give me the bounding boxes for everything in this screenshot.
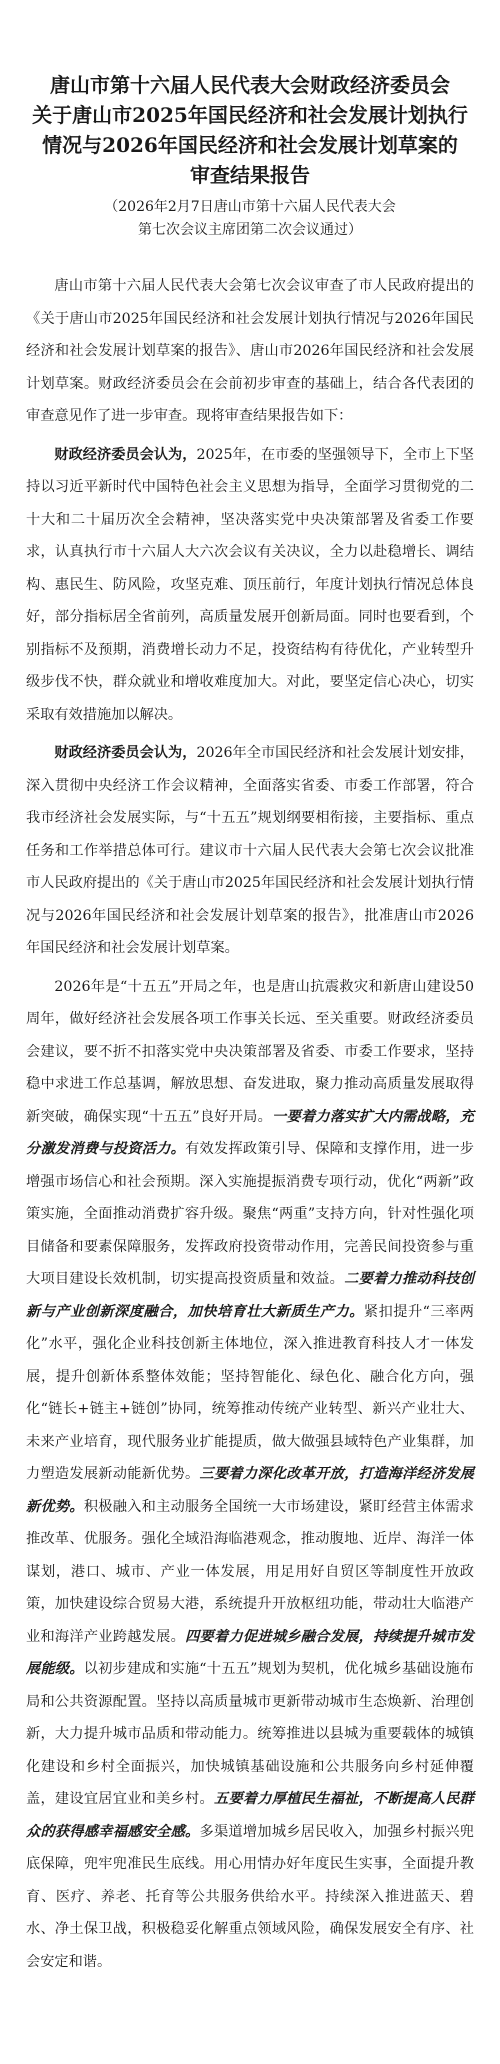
report-body <box>26 270 474 1978</box>
adoption-note-line: （2026年2月7日唐山市第十六届人民代表大会 <box>104 199 396 215</box>
recommendation-5-text: 多渠道增加城乡居民收入，加强乡村振兴兜底保障，兜牢兜准民生底线。用心用情办好年度民生实事，全面提升教育、医疗、养老、托育等公共服务供给水平。持续深入推进蓝天、碧水、净土保卫战，积极稳妥化解重点领域风险，确保发展安全有序、社会安定和谐。 <box>26 1823 474 1970</box>
recommendations-paragraph <box>26 971 474 1979</box>
recommendation-2-text: 紧扣提升“三率两化”水平，强化企业科技创新主体地位，深入推进教育科技人才一体发展，提升创新体系整体效能；坚持智能化、绿色化、融合化方向，强化“链长+链主+链创”协同，统筹推动传统产业转型、新兴产业壮大、未来产业培育，现代服务业扩能提质，做大做强县域特色产业集群，加力塑造发展新动能新优势。 <box>26 1303 474 1482</box>
title-line: 审查结果报告 <box>190 163 310 187</box>
approval-paragraph <box>26 737 474 965</box>
committee-view-lead: 财政经济委员会认为， <box>54 446 197 463</box>
recommendation-5-heading: 五要着力厚植民生福祉，不断提高人民群众的获得感幸福感安全感。 <box>26 1791 474 1840</box>
recommendation-1-heading: 一要着力落实扩大内需战略，充分激发消费与投资活力。 <box>26 1108 474 1157</box>
recommendation-2-heading: 二要着力推动科技创新与产业创新深度融合，加快培育壮大新质生产力。 <box>26 1271 474 1320</box>
committee-view-lead: 财政经济委员会认为， <box>54 745 197 761</box>
intro-paragraph <box>26 270 474 433</box>
approval-text: 2026年全市国民经济和社会发展计划安排，深入贯彻中央经济工作会议精神，全面落实省委、市委工作部署，符合我市经济社会发展实际，与“十五五”规划纲要相衔接，主要指标、重点任务和工作举措总体可行。建议市十六届人民代表大会第七次会议批准市人民政府提出的《关于唐山市2025年国民经济和社会发展计划执行情况与2026年国民经济和社会发展计划草案的报告》，批准唐山市2026年国民经济和社会发展计划草案。 <box>26 745 474 956</box>
title-line: 情况与2026年国民经济和社会发展计划草案的 <box>42 133 458 157</box>
recommendation-4-text: 以初步建成和实施“十五五”规划为契机，优化城乡基础设施布局和公共资源配置。坚持以高质量城市更新带动城市生态焕新、治理创新，大力提升城市品质和带动能力。统筹推进以县城为重要载体的城镇化建设和乡村全面振兴，加快城镇基础设施和公共服务向乡村延伸覆盖，建设宜居宜业和美乡村。 <box>26 1661 474 1807</box>
recommendation-4-heading: 四要着力促进城乡融合发展，持续提升城市发展能级。 <box>26 1628 474 1677</box>
recommendations-intro: 2026年是“十五五”开局之年，也是唐山抗震救灾和新唐山建设50周年，做好经济社会发展各项工作事关长远、至关重要。财政经济委员会建议，要不折不扣落实党中央决策部署及省委、市委工作要求，坚持稳中求进工作总基调，解放思想、奋发进取，聚力推动高质量发展取得新突破，确保实现“十五五”良好开局。 <box>26 978 474 1125</box>
assessment-paragraph <box>26 439 474 732</box>
assessment-text: 2025年，在市委的坚强领导下，全市上下坚持以习近平新时代中国特色社会主义思想为指导，全面学习贯彻党的二十大和二十届历次全会精神，坚决落实党中央决策部署及省委工作要求，认真执行市十六届人大六次会议有关决议，全力以赴稳增长、调结构、惠民生、防风险，攻坚克难、顶压前行，年度计划执行情况总体良好，部分指标居全省前列，高质量发展开创新局面。同时也要看到，个别指标不及预期，消费增长动力不足，投资结构有待优化，产业转型升级步伐不快，群众就业和增收难度加大。对此，要坚定信心决心，切实采取有效措施加以解决。 <box>26 446 474 723</box>
recommendation-1-text: 有效发挥政策引导、保障和支撑作用，进一步增强市场信心和社会预期。深入实施提振消费专项行动，优化“两新”政策实施，全面推动消费扩容升级。聚焦“两重”支持方向，针对性强化项目储备和要素保障服务，发挥政府投资带动作用，完善民间投资参与重大项目建设长效机制，切实提高投资质量和效益。 <box>26 1141 474 1287</box>
title-line: 关于唐山市2025年国民经济和社会发展计划执行 <box>32 103 468 127</box>
recommendation-3-heading: 三要着力深化改革开放，打造海洋经济发展新优势。 <box>26 1466 474 1515</box>
title-line: 唐山市第十六届人民代表大会财政经济委员会 <box>50 73 450 97</box>
intro-text: 唐山市第十六届人民代表大会第七次会议审查了市人民政府提出的《关于唐山市2025年国民经济和社会发展计划执行情况与2026年国民经济和社会发展计划草案的报告》、唐山市2026年国民经济和社会发展计划草案。财政经济委员会在会前初步审查的基础上，结合各代表团的审查意见作了进一步审查。现将审查结果报告如下： <box>26 278 474 424</box>
adoption-note-line: 第七次会议主席团第二次会议通过） <box>138 222 362 238</box>
adoption-note <box>26 196 474 242</box>
recommendation-3-text: 积极融入和主动服务全国统一大市场建设，紧盯经营主体需求推改革、优服务。强化全域沿海临港观念，推动腹地、近岸、海洋一体谋划，港口、城市、产业一体发展，用足用好自贸区等制度性开放政策，加快建设综合贸易大港，系统提升开放枢纽功能，带动壮大临港产业和海洋产业跨越发展。 <box>26 1498 474 1645</box>
report-title <box>26 70 474 190</box>
